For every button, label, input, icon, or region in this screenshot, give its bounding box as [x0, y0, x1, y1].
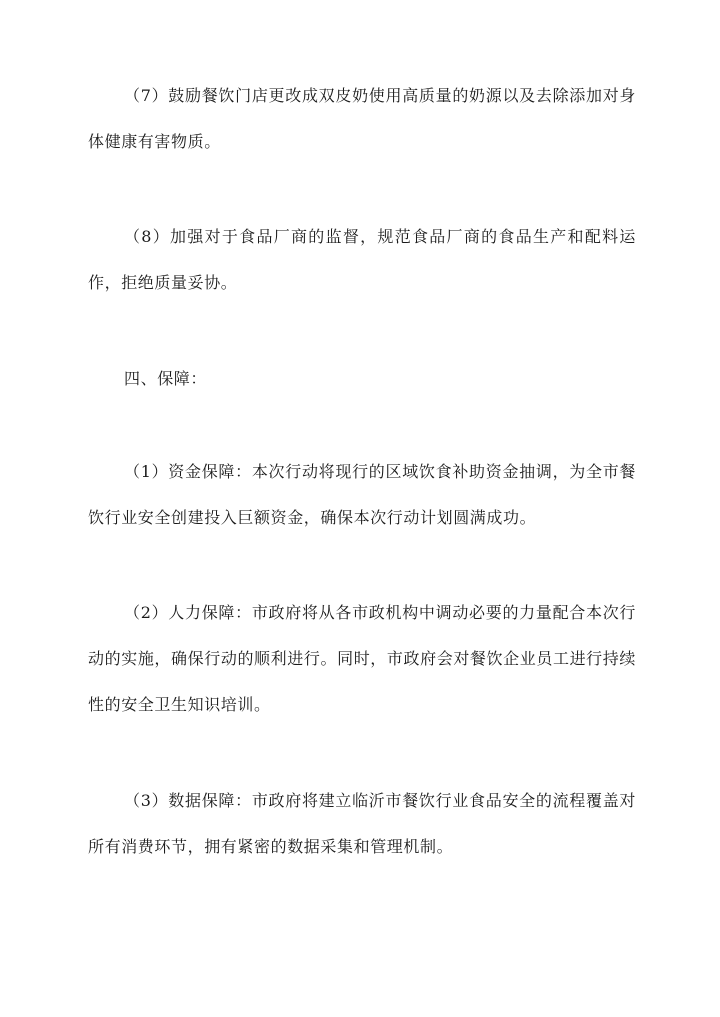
section-heading-guarantees: 四、保障： [124, 369, 208, 388]
paragraph-measure-7: （7）鼓励餐饮门店更改成双皮奶使用高质量的奶源以及去除添加对身体健康有害物质。 [88, 86, 636, 151]
paragraph-measure-8: （8）加强对于食品厂商的监督，规范食品厂商的食品生产和配料运作，拒绝质量妥协。 [88, 227, 636, 292]
paragraph-manpower-guarantee: （2）人力保障：市政府将从各市政机构中调动必要的力量配合本次行动的实施，确保行动的顺利进行。同时，市政府会对餐饮企业员工进行持续性的安全卫生知识培训。 [88, 603, 636, 714]
paragraph-data-guarantee: （3）数据保障：市政府将建立临沂市餐饮行业食品安全的流程覆盖对所有消费环节，拥有紧密的数据采集和管理机制。 [88, 791, 636, 856]
paragraph-funding-guarantee: （1）资金保障：本次行动将现行的区域饮食补助资金抽调，为全市餐饮行业安全创建投入巨额资金，确保本次行动计划圆满成功。 [88, 462, 636, 527]
